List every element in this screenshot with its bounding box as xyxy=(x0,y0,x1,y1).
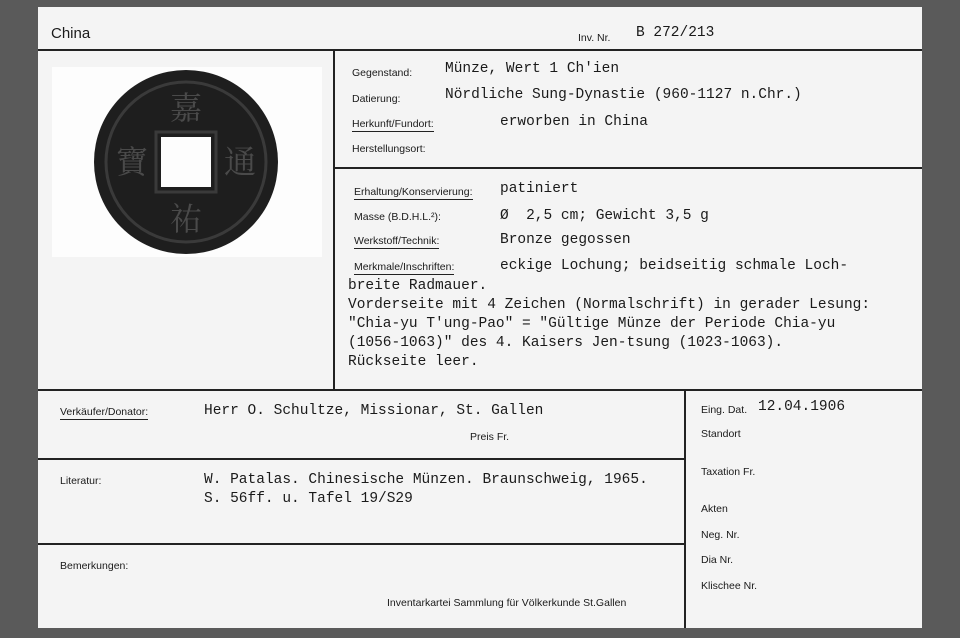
masse-value: Ø 2,5 cm; Gewicht 3,5 g xyxy=(500,208,709,224)
dia-label: Dia Nr. xyxy=(701,554,734,566)
gegenstand-value: Münze, Wert 1 Ch'ien xyxy=(445,61,620,77)
divider xyxy=(38,389,922,391)
herkunft-value: erworben in China xyxy=(500,114,648,130)
divider xyxy=(38,458,685,460)
text-line: breite Radmauer. xyxy=(348,278,488,294)
klischee-label: Klischee Nr. xyxy=(701,580,758,592)
coin-character: 寶 xyxy=(115,143,149,181)
eing-date: 12.04.1906 xyxy=(758,399,846,415)
coin-character: 祐 xyxy=(169,200,203,238)
erhaltung-value: patiniert xyxy=(500,181,579,197)
merkmale-label: Merkmale/Inschriften: xyxy=(354,261,455,273)
datierung-value: Nördliche Sung-Dynastie (960-1127 n.Chr.) xyxy=(445,87,802,103)
text-line: Rückseite leer. xyxy=(348,354,479,370)
erhaltung-label: Erhaltung/Konservierung: xyxy=(354,186,473,198)
literatur-label: Literatur: xyxy=(60,475,102,487)
text-line: (1056-1063)" des 4. Kaisers Jen-tsung (1023-1063). xyxy=(348,335,784,351)
divider xyxy=(334,167,922,169)
masse-label: Masse (B.D.H.L.²): xyxy=(354,211,441,223)
country: China xyxy=(51,25,91,42)
merkmale-text xyxy=(348,277,870,372)
text-line: "Chia-yu T'ung-Pao" = "Gültige Münze der Periode Chia-yu xyxy=(348,316,836,332)
merkmale-value: eckige Lochung; beidseitig schmale Loch- xyxy=(500,258,849,274)
divider xyxy=(684,390,686,628)
text-line: W. Patalas. Chinesische Münzen. Braunschweig, 1965. xyxy=(204,472,648,488)
divider xyxy=(38,543,685,545)
coin-character: 嘉 xyxy=(169,89,203,127)
footer-text: Inventarkartei Sammlung für Völkerkunde St.Gallen xyxy=(387,597,627,609)
inv-label: Inv. Nr. xyxy=(578,32,611,44)
coin-character: 通 xyxy=(223,143,257,181)
werkstoff-label: Werkstoff/Technik: xyxy=(354,235,440,247)
herstellungsort-label: Herstellungsort: xyxy=(352,143,426,155)
divider xyxy=(333,49,335,391)
gegenstand-label: Gegenstand: xyxy=(352,67,413,79)
verkaeufer-label: Verkäufer/Donator: xyxy=(60,406,149,418)
werkstoff-value: Bronze gegossen xyxy=(500,232,631,248)
eing-label: Eing. Dat. xyxy=(701,404,748,416)
literatur-value xyxy=(204,471,648,509)
divider xyxy=(38,49,922,51)
coin-photo xyxy=(52,67,322,257)
herkunft-label: Herkunft/Fundort: xyxy=(352,118,434,130)
text-line: S. 56ff. u. Tafel 19/S29 xyxy=(204,491,413,507)
preis-label: Preis Fr. xyxy=(470,431,510,443)
standort-label: Standort xyxy=(701,428,741,440)
text-line: Vorderseite mit 4 Zeichen (Normalschrift) in gerader Lesung: xyxy=(348,297,871,313)
inv-number: B 272/213 xyxy=(636,25,715,41)
bemerkungen-label: Bemerkungen: xyxy=(60,560,129,572)
datierung-label: Datierung: xyxy=(352,93,401,105)
inventory-card xyxy=(38,7,922,628)
taxation-label: Taxation Fr. xyxy=(701,466,756,478)
akten-label: Akten xyxy=(701,503,728,515)
neg-label: Neg. Nr. xyxy=(701,529,740,541)
verkaeufer-value: Herr O. Schultze, Missionar, St. Gallen xyxy=(204,403,544,419)
